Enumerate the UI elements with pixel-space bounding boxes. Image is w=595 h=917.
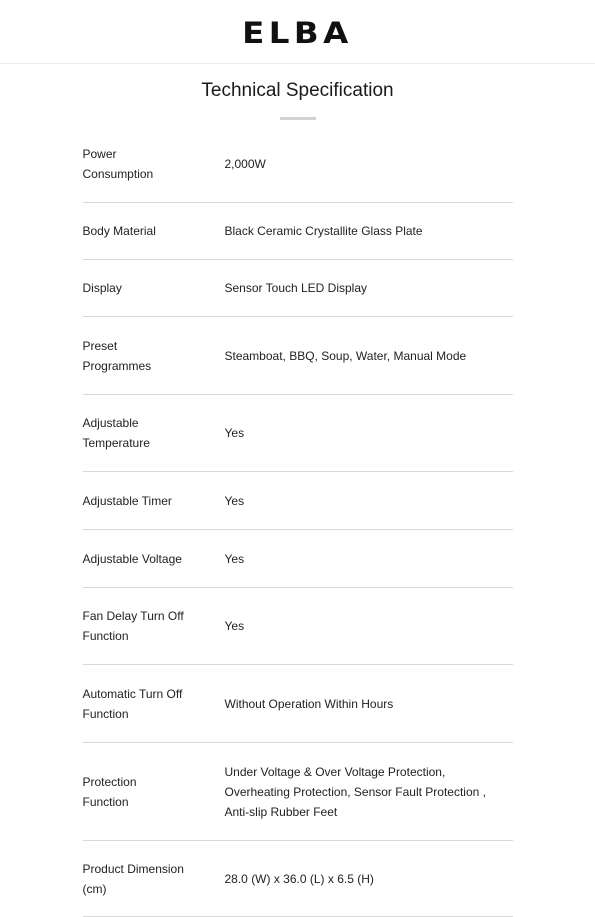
- spec-value: Without Operation Within Hours: [224, 696, 394, 711]
- spec-row-adjustable-voltage: [83, 530, 513, 588]
- spec-row-protection-function: [83, 743, 513, 841]
- spec-label: Protection Function: [82, 774, 137, 809]
- spec-row-fan-delay-turn-off: [83, 588, 513, 665]
- spec-row-adjustable-timer: [83, 472, 513, 530]
- spec-value: Sensor Touch LED Display: [224, 281, 368, 295]
- spec-row-display: [83, 260, 513, 317]
- spec-label: Preset Programmes: [82, 338, 152, 373]
- spec-value: Under Voltage & Over Voltage Protection, Overheating Protection, Sensor Fault Protection , Anti-slip Rubber Feet: [224, 764, 486, 819]
- title-underline: [280, 117, 316, 120]
- spec-label: Adjustable Temperature: [82, 416, 150, 450]
- spec-row-adjustable-temperature: [83, 395, 513, 472]
- spec-label: Adjustable Voltage: [82, 551, 182, 566]
- spec-row-body-material: [83, 203, 513, 260]
- spec-value: Yes: [224, 619, 245, 633]
- spec-label: Power Consumption: [82, 146, 154, 181]
- spec-table: [83, 125, 513, 917]
- spec-label: Fan Delay Turn Off Function: [82, 609, 184, 643]
- spec-value: 28.0 (W) x 36.0 (L) x 6.5 (H): [224, 871, 374, 886]
- spec-row-power-consumption: [83, 125, 513, 203]
- spec-row-automatic-turn-off: [83, 665, 513, 743]
- site-header: [0, 0, 595, 64]
- elba-logo[interactable]: ELBA: [242, 15, 353, 50]
- spec-value: Black Ceramic Crystallite Glass Plate: [224, 224, 423, 238]
- section-header: [0, 64, 595, 120]
- spec-label: Product Dimension (cm): [82, 861, 184, 896]
- spec-label: Adjustable Timer: [82, 493, 172, 508]
- page-title: Technical Specification: [201, 80, 394, 101]
- spec-row-product-dimension: [83, 841, 513, 917]
- spec-label: Body Material: [82, 224, 156, 238]
- spec-row-preset-programmes: [83, 317, 513, 395]
- spec-value: Yes: [224, 551, 245, 566]
- spec-value: Yes: [224, 426, 245, 440]
- spec-label: Display: [82, 281, 122, 295]
- spec-value: Yes: [224, 493, 245, 508]
- spec-label: Automatic Turn Off Function: [82, 686, 183, 721]
- spec-value: 2,000W: [224, 156, 266, 171]
- spec-value: Steamboat, BBQ, Soup, Water, Manual Mode: [224, 348, 467, 363]
